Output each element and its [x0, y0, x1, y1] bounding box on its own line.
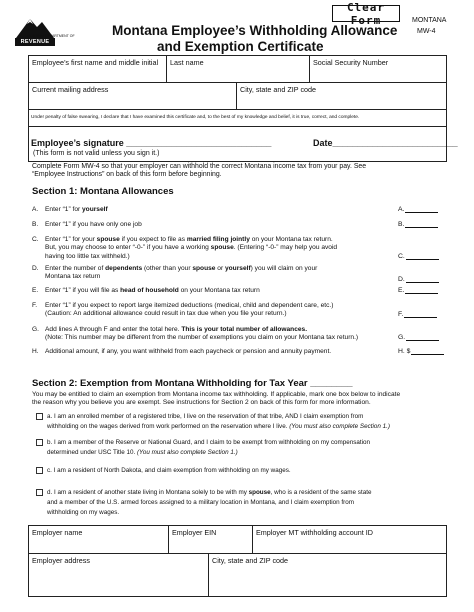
answer-label: F.: [398, 311, 404, 318]
allowance-text: having too little tax withheld.): [45, 252, 130, 260]
answer-blank[interactable]: [405, 287, 438, 294]
allowance-letter: H.: [32, 348, 39, 355]
form-number: MW-4: [417, 28, 436, 35]
answer-label: C.: [398, 253, 405, 260]
exemption-text: determined under USC Title 10. (You must also complete Section 1.): [47, 449, 238, 456]
allowance-answer-field[interactable]: [398, 287, 438, 294]
section2-intro-line: the reason why you believe you are exempt. See instructions for Section 2 on back of this form for more information.: [32, 399, 371, 407]
allowance-text: Enter “1” if you will file as head of household on your Montana tax return: [45, 287, 260, 294]
allowance-letter: E.: [32, 287, 39, 294]
answer-blank[interactable]: [411, 348, 444, 355]
exemption-checkbox[interactable]: [36, 439, 43, 446]
answer-blank[interactable]: [406, 334, 439, 341]
exemption-text: withholding on the wages derived from work performed on the reservation where I live. (You must also complete Section 1.): [47, 423, 391, 430]
first-name-field[interactable]: Employee’s first name and middle initial: [32, 58, 159, 67]
exemption-text: withholding on my wages.: [47, 509, 120, 516]
exemption-text: b. I am a member of the Reserve or National Guard, and I claim to be exempt from withholding on my compensation: [47, 439, 371, 446]
allowance-letter: G.: [32, 326, 39, 333]
section2-intro-line: You may be entitled to claim an exemption from Montana income tax withholding. If applicable, mark one box below to indicate: [32, 391, 401, 398]
allowance-text: Montana tax return: [45, 273, 101, 281]
employer-account-id-field[interactable]: Employer MT withholding account ID: [256, 528, 373, 537]
allowance-text: Enter “1” for your spouse if you expect to file as married filing jointly on your Montana tax return.: [45, 236, 333, 243]
allowance-answer-field[interactable]: [398, 311, 437, 318]
employer-ein-field[interactable]: Employer EIN: [172, 528, 217, 537]
allowance-text: Additional amount, if any, you want withheld from each paycheck or pension and annuity payment.: [45, 348, 332, 355]
answer-label: B.: [398, 221, 405, 228]
section2-heading: Section 2: Exemption from Montana Withholding for Tax Year ________: [32, 378, 353, 389]
allowance-text: (Caution: An additional allowance could result in tax due when you file your return.): [45, 310, 287, 318]
allowance-answer-field[interactable]: [398, 348, 444, 355]
allowance-answer-field[interactable]: [398, 206, 438, 213]
employer-city-state-zip-field[interactable]: City, state and ZIP code: [212, 556, 289, 565]
answer-label: H. $: [398, 348, 411, 355]
allowance-text: (Note: This number may be different from the number of exemptions you claim on your Montana tax return.): [45, 334, 359, 342]
allowance-text: But, you may choose to enter “-0-” if you have a working spouse. (Entering “-0-” may help you avoid: [45, 244, 338, 252]
last-name-field[interactable]: Last name: [170, 58, 204, 67]
answer-blank[interactable]: [405, 206, 438, 213]
exemption-text: d. I am a resident of another state living in Montana solely to be with my spouse, who is a resident of the same state: [47, 489, 372, 496]
exemption-text: a. I am an enrolled member of a registered tribe, I live on the reservation of that tribe, AND I claim exemption from: [47, 413, 364, 420]
allowance-answer-field[interactable]: [398, 253, 439, 260]
intro-line: Complete Form MW-4 so that your employer can withhold the correct Montana income tax from your pay. See: [32, 163, 367, 170]
ssn-field[interactable]: Social Security Number: [313, 58, 389, 67]
answer-label: G.: [398, 334, 406, 341]
signature-note: (This form is not valid unless you sign it.): [33, 150, 160, 157]
allowance-letter: A.: [32, 206, 39, 213]
answer-blank[interactable]: [406, 253, 439, 260]
allowance-answer-field[interactable]: [398, 276, 439, 283]
allowance-text: Enter “1” if you expect to report large itemized deductions (medical, child and dependent care, etc.): [45, 302, 334, 309]
intro-line: “Employee Instructions” on back of this form before beginning.: [32, 171, 222, 179]
allowance-letter: C.: [32, 236, 39, 243]
allowance-text: Enter “1” for yourself: [45, 206, 108, 213]
exemption-checkbox[interactable]: [36, 413, 43, 420]
revenue-logo: [13, 16, 75, 46]
answer-label: D.: [398, 276, 405, 283]
answer-blank[interactable]: [404, 311, 437, 318]
answer-label: E.: [398, 287, 405, 294]
section1-heading: Section 1: Montana Allowances: [32, 186, 174, 197]
allowance-text: Add lines A through F and enter the total here. This is your total number of allowances.: [45, 326, 308, 333]
answer-label: A.: [398, 206, 405, 213]
clear-form-button[interactable]: Clear Form: [332, 5, 400, 22]
state-label: MONTANA: [412, 17, 447, 24]
signature-field[interactable]: Employee’s signature _____________________________: [31, 138, 272, 148]
allowance-letter: F.: [32, 302, 38, 309]
logo-text: REVENUE: [15, 38, 55, 46]
exemption-checkbox[interactable]: [36, 467, 43, 474]
exemption-text: and a member of the U.S. armed forces assigned to a military location in Montana, and I claim exemption from: [47, 499, 354, 506]
date-field[interactable]: Date_________________________: [313, 138, 458, 148]
city-state-zip-field[interactable]: City, state and ZIP code: [240, 85, 317, 94]
logo-subtext: MONTANA DEPARTMENT OF: [27, 34, 75, 38]
employer-address-field[interactable]: Employer address: [32, 556, 90, 565]
form-title: Montana Employee’s Withholding Allowance: [112, 23, 398, 38]
answer-blank[interactable]: [405, 221, 438, 228]
allowance-answer-field[interactable]: [398, 334, 439, 341]
answer-blank[interactable]: [406, 276, 439, 283]
exemption-text: c. I am a resident of North Dakota, and claim exemption from withholding on my wages.: [47, 467, 291, 474]
allowance-answer-field[interactable]: [398, 221, 438, 228]
mailing-address-field[interactable]: Current mailing address: [32, 85, 109, 94]
allowance-text: Enter the number of dependents (other than your spouse or yourself) you will claim on your: [45, 265, 318, 272]
allowance-letter: B.: [32, 221, 39, 228]
penalty-statement: Under penalty of false swearing, I declare that I have examined this certificate and, to the best of my knowledge and belief, it is true, correct, and complete.: [31, 115, 360, 120]
section2-intro: [32, 391, 400, 408]
employer-name-field[interactable]: Employer name: [32, 528, 83, 537]
form-subtitle: and Exemption Certificate: [157, 39, 324, 54]
allowance-letter: D.: [32, 265, 39, 272]
intro-text: [32, 163, 366, 180]
exemption-checkbox[interactable]: [36, 489, 43, 496]
employer-info-box: [28, 525, 447, 597]
allowance-text: Enter “1” if you have only one job: [45, 221, 142, 228]
